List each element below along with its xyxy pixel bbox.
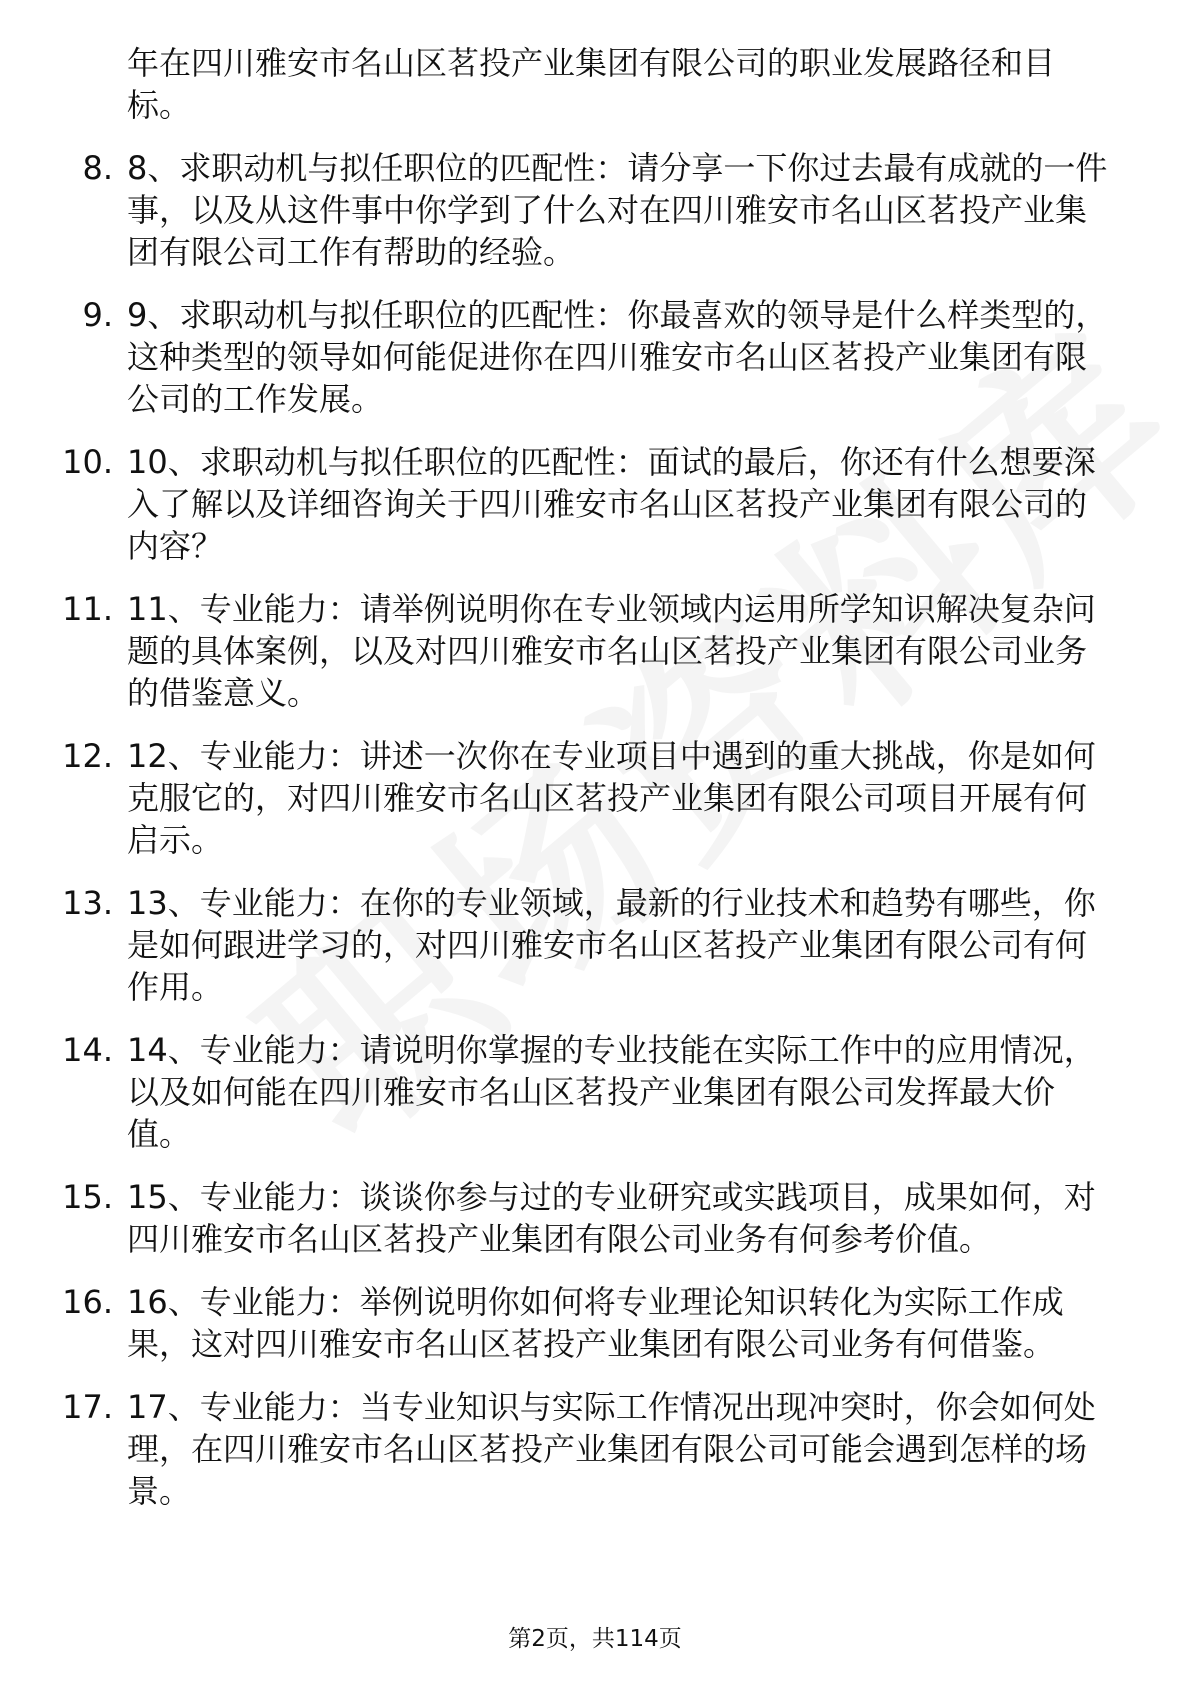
- list-item-text: 14、专业能力：请说明你掌握的专业技能在实际工作中的应用情况，以及如何能在四川雅安市名山区茗投产业集团有限公司发挥最大价值。: [127, 1031, 1096, 1153]
- list-item-text: 13、专业能力：在你的专业领域，最新的行业技术和趋势有哪些，你是如何跟进学习的，对四川雅安市名山区茗投产业集团有限公司有何作用。: [127, 884, 1096, 1006]
- question-list: [0, 147, 1190, 1512]
- list-item-text: 15、专业能力：谈谈你参与过的专业研究或实践项目，成果如何，对四川雅安市名山区茗投产业集团有限公司业务有何参考价值。: [127, 1178, 1096, 1258]
- list-item-number: 8.: [82, 149, 113, 187]
- list-item-text: 8、求职动机与拟任职位的匹配性：请分享一下你过去最有成就的一件事，以及从这件事中你学到了什么对在四川雅安市名山区茗投产业集团有限公司工作有帮助的经验。: [127, 149, 1108, 271]
- page-number-footer: 第2页，共114页: [508, 1626, 682, 1652]
- document-body: [0, 42, 1190, 1512]
- list-item: [0, 735, 1117, 861]
- list-item: [0, 1029, 1117, 1155]
- list-item-text: 11、专业能力：请举例说明你在专业领域内运用所学知识解决复杂问题的具体案例，以及对四川雅安市名山区茗投产业集团有限公司业务的借鉴意义。: [127, 590, 1096, 712]
- list-item-text: 16、专业能力：举例说明你如何将专业理论知识转化为实际工作成果，这对四川雅安市名山区茗投产业集团有限公司业务有何借鉴。: [127, 1283, 1064, 1363]
- list-item-number: 15.: [62, 1178, 113, 1216]
- list-item-number: 11.: [62, 590, 113, 628]
- list-item: [0, 1176, 1117, 1260]
- list-item-text: 12、专业能力：讲述一次你在专业项目中遇到的重大挑战，你是如何克服它的，对四川雅安市名山区茗投产业集团有限公司项目开展有何启示。: [127, 737, 1096, 859]
- list-item-number: 16.: [62, 1283, 113, 1321]
- list-item: [0, 441, 1117, 567]
- list-item-text: 9、求职动机与拟任职位的匹配性：你最喜欢的领导是什么样类型的，这种类型的领导如何能促进你在四川雅安市名山区茗投产业集团有限公司的工作发展。: [127, 296, 1108, 418]
- list-item-number: 10.: [62, 443, 113, 481]
- lead-continuation-text: 年在四川雅安市名山区茗投产业集团有限公司的职业发展路径和目标。: [127, 44, 1056, 124]
- list-item-text: 10、求职动机与拟任职位的匹配性：面试的最后，你还有什么想要深入了解以及详细咨询关于四川雅安市名山区茗投产业集团有限公司的内容？: [127, 443, 1096, 565]
- list-item-number: 9.: [82, 296, 113, 334]
- list-item: [0, 1281, 1117, 1365]
- list-item: [0, 588, 1117, 714]
- list-item: [0, 1386, 1117, 1512]
- list-item-number: 14.: [62, 1031, 113, 1069]
- list-item-number: 17.: [62, 1388, 113, 1426]
- list-item: [0, 294, 1117, 420]
- list-item-number: 12.: [62, 737, 113, 775]
- list-item-text: 17、专业能力：当专业知识与实际工作情况出现冲突时，你会如何处理，在四川雅安市名山区茗投产业集团有限公司可能会遇到怎样的场景。: [127, 1388, 1096, 1510]
- list-item: [0, 147, 1117, 273]
- list-item: [0, 882, 1117, 1008]
- list-item-number: 13.: [62, 884, 113, 922]
